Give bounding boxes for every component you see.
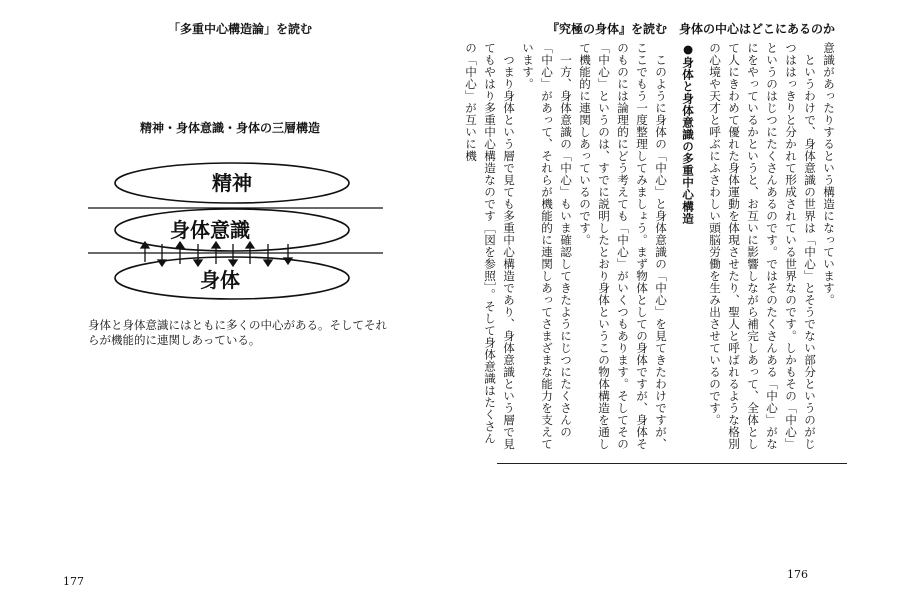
right-running-head: 『究極の身体』を読む 身体の中心はどこにあるのか [547, 22, 836, 36]
connection-arrows [141, 242, 292, 266]
layer-label-spirit: 精神 [212, 171, 252, 195]
paragraph: このように身体の「中心」と身体意識の「中心」を見てきたわけですが、ここでもう一度整理してみましょう。まず物体としての身体ですが、身体そのものには論理的にどう考えても「中心」がいくつもあります。そしてその「中心」というのは、すでに説明したとおり身体というこの物体構造を通して機能的に連関しあっているのです。 [578, 42, 668, 450]
layer-label-body-consciousness: 身体意識 [170, 218, 250, 242]
paragraph: 一方、身体意識の「中心」もいま確認してきたようにじつにたくさんの「中心」があって、それらが機能的に連関しあってさまざまな能力を支えています。 [521, 42, 573, 450]
diagram-caption: 身体と身体意識にはともに多くの中心がある。そしてそれらが機能的に連関しあっている。 [88, 318, 387, 347]
paragraph: つまり身体という層で見ても多重中心構造であり、身体意識という層で見てもやはり多重中心構造なのです［図を参照］。そして身体意識はたくさんの「中心」が互いに機 [464, 42, 516, 450]
right-page-number: 176 [787, 568, 808, 581]
section-heading: ●身体と身体意識の多重中心構造 [681, 42, 695, 225]
diagram-title: 精神・身体意識・身体の三層構造 [140, 121, 321, 135]
vertical-text-body [464, 42, 838, 454]
left-running-head: 「多重中心構造論」を読む [168, 22, 313, 36]
three-layer-diagram [0, 0, 455, 320]
bottom-rule [497, 463, 847, 464]
left-page-number: 177 [63, 575, 84, 588]
layer-label-body: 身体 [200, 268, 240, 292]
paragraph: というわけで、身体意識の世界は「中心」とそうでない部分というのがじつははっきりと分かれて形成されている世界なのです。しかもその「中心」というのはじつにたくさんあるのです。ではそのたくさんある「中心」がなにをやっているかというと、お互いに影響しながら補完しあって、全体として人にきわめて優れた身体運動を体現させたり、聖人と呼ばれるような格別の心境や天才と呼ぶにふさわしい頭脳労働を生み出させているのです。 [708, 42, 817, 450]
right-page [455, 0, 900, 610]
paragraph-continuation: 意識があったりするという構造になっています。 [822, 42, 836, 306]
